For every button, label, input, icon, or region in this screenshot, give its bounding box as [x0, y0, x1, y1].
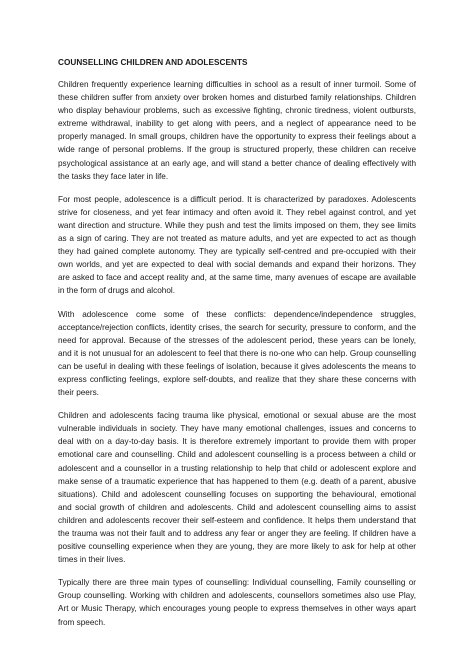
- document-title: COUNSELLING CHILDREN AND ADOLESCENTS: [58, 58, 248, 67]
- paragraph-adolescence-paradoxes: For most people, adolescence is a difficult period. It is characterized by paradoxes. Adolescents strive for closeness, and yet fear intimacy and often avoid it. They rebel against control, and yet want direction and structure. While they push and test the limits imposed on them, they see limits as a sign of caring. They are not treated as mature adults, and yet are expected to act as though they had gained complete autonomy. They are typically self-centred and pre-occupied with their own worlds, and yet are expected to deal with social demands and expand their horizons. They are asked to face and accept reality and, at the same time, many avenues of escape are available in the form of drugs and alcohol.: [58, 194, 416, 296]
- paragraph-adolescent-conflicts: With adolescence come some of these conflicts: dependence/independence struggles, acceptance/rejection conflicts, identity crises, the search for security, pressure to conform, and the need for approval. Because of the stresses of the adolescent period, these years can be lonely, and it is not unusual for an adolescent to feel that there is no-one who can help. Group counselling can be useful in dealing with these feelings of isolation, because it gives adolescents the means to express conflicting feelings, explore self-doubts, and realize that they share these concerns with their peers.: [58, 309, 416, 398]
- paragraph-learning-difficulties: Children frequently experience learning difficulties in school as a result of inner turmoil. Some of these children suffer from anxiety over broken homes and disturbed family relationships. Children who display behaviour problems, such as excessive fighting, chronic tiredness, violent outbursts, extreme withdrawal, inability to get along with peers, and a neglect of appearance need to be properly managed. In small groups, children have the opportunity to express their feelings about a wide range of personal problems. If the group is structured properly, these children can receive psychological assistance at an early age, and will stand a better chance of dealing effectively with the tasks they face later in life.: [58, 80, 416, 181]
- paragraph-trauma-counselling: Children and adolescents facing trauma like physical, emotional or sexual abuse are the most vulnerable individuals in society. They have many emotional challenges, issues and concerns to deal with on a day-to-day basis. It is therefore extremely important to provide them with proper emotional care and counselling. Child and adolescent counselling is a process between a child or adolescent and a counsellor in a trusting relationship to help that child or adolescent explore and make sense of a traumatic experience that has happened to them (e.g. death of a parent, abusive situations). Child and adolescent counselling focuses on supporting the behavioural, emotional and social growth of children and adolescents. Child and adolescent counselling aims to assist children and adolescents recover their self-esteem and confidence. It helps them understand that the trauma was not their fault and to address any fear or anger they are feeling. If children have a positive counselling experience when they are young, they are more likely to ask for help at other times in their lives.: [58, 411, 416, 565]
- paragraph-types-of-counselling: Typically there are three main types of counselling: Individual counselling, Family counselling or Group counselling. Working with children and adolescents, counsellors sometimes also use Play, Art or Music Therapy, which encourages young people to express themselves in other ways apart from speech.: [58, 578, 416, 627]
